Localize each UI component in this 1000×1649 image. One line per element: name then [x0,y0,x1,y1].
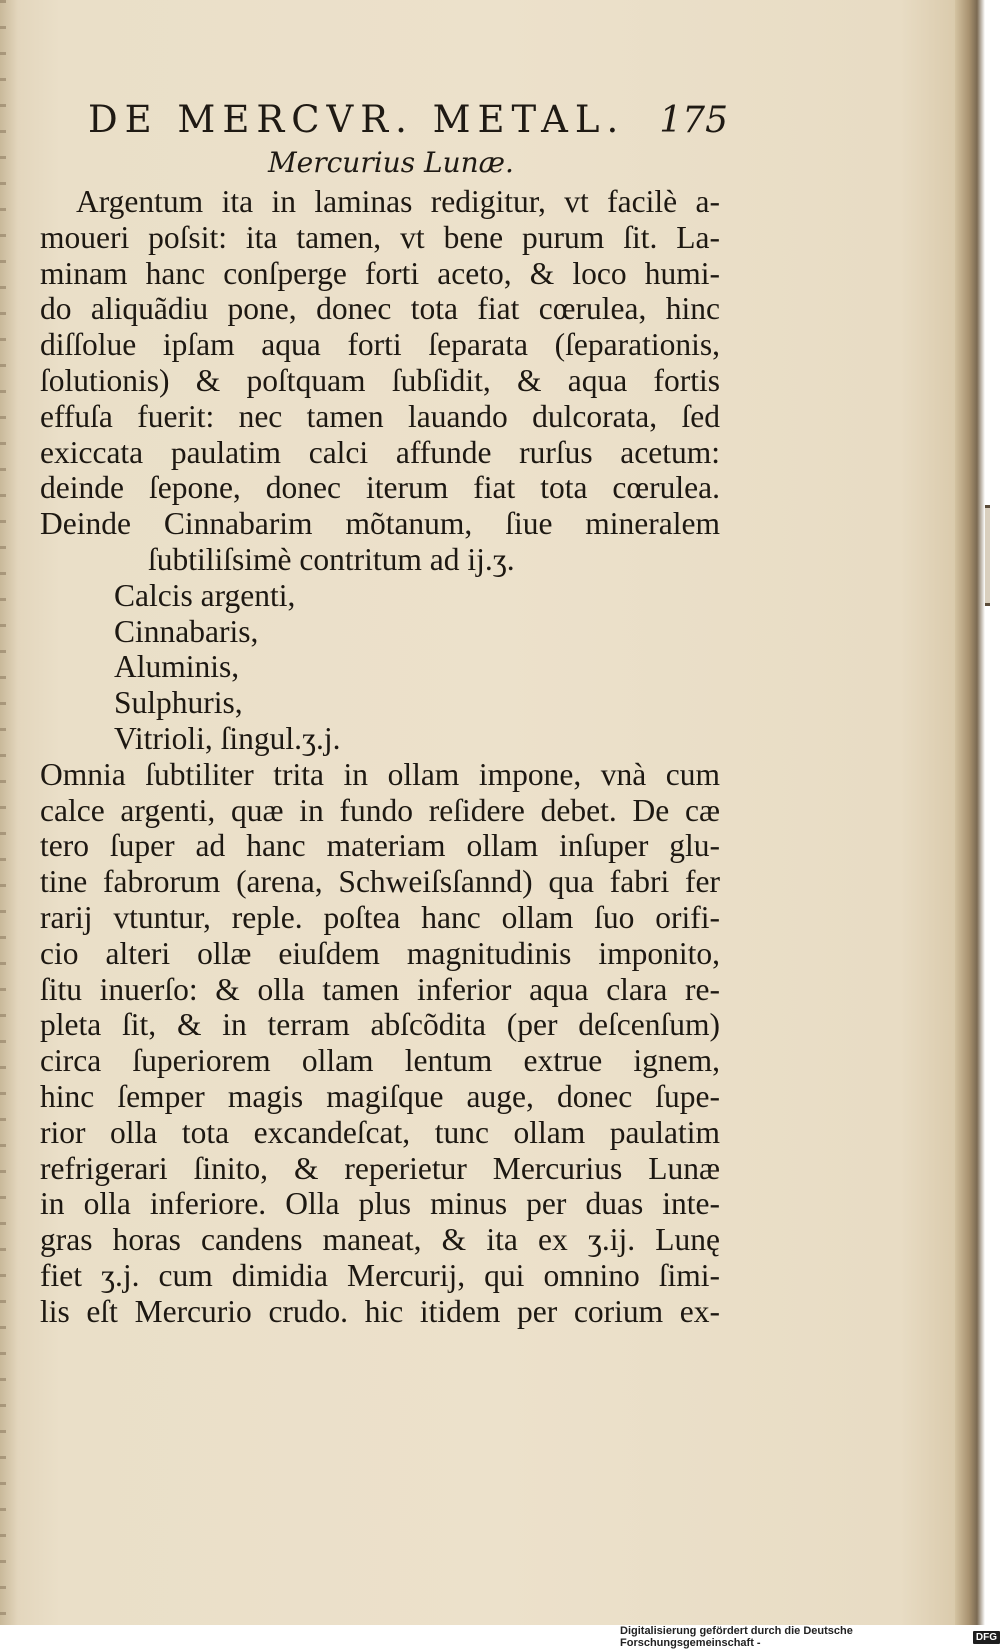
text-line: minam hanc conſperge forti aceto, & loco humi- [40,255,720,291]
text-line: lis eſt Mercurio crudo. hic itidem per corium ex- [40,1293,720,1329]
text-line: effuſa fuerit: nec tamen lauando dulcorata, ſed [40,398,720,434]
text-line: hinc ſemper magis magiſque auge, donec ſupe- [40,1078,720,1114]
text-line: rarij vtuntur, reple. poſtea hanc ollam ſuo orifi- [40,899,720,935]
running-head [88,98,728,141]
body-text [40,184,720,1330]
text-line: ſubtiliſsimè contritum ad ij.ʒ. [148,541,515,577]
text-line: in olla inferiore. Olla plus minus per duas inte- [40,1186,720,1222]
page-edge-shadow [955,0,985,1625]
text-line: refrigerari ſinito, & reperietur Mercurius Lunæ [40,1150,720,1186]
text-line: fiet ʒ.j. cum dimidia Mercurij, qui omnino ſimi- [40,1257,720,1293]
text-line: Deinde Cinnabarim mõtanum, ſiue mineralem [40,506,720,542]
ingredient-line: Aluminis, [114,649,240,685]
text-line: do aliquãdiu pone, donec tota fiat cœrulea, hinc [40,291,720,327]
text-line: exiccata paulatim calci affunde rurſus acetum: [40,434,720,470]
ingredient-line: Cinnabaris, [114,613,259,649]
text-line: tine fabrorum (arena, Schweiſsſannd) qua fabri fer [40,864,720,900]
text-line: cio alteri ollæ eiuſdem magnitudinis imponito, [40,935,720,971]
binding-stitch [0,0,6,1625]
text-line: diſſolue ipſam aqua forti ſeparata (ſeparationis, [40,327,720,363]
running-head-title: DE MERCVR. METAL. [88,98,626,141]
text-line: moueri poſsit: ita tamen, vt bene purum ſit. La- [40,219,720,255]
funding-note [620,1625,1000,1649]
text-line: circa ſuperiorem ollam lentum extrue ignem, [40,1043,720,1079]
dfg-logo: DFG [973,1631,1000,1644]
text-line: ſolutionis) & poſtquam ſubſidit, & aqua fortis [40,362,720,398]
section-heading: Mercurius Lunæ. [268,146,514,179]
text-line: Argentum ita in laminas redigitur, vt facilè a- [76,184,720,219]
ingredient-line: Sulphuris, [114,685,243,721]
ingredient-line: Vitrioli, ſingul.ʒ.j. [114,720,341,756]
text-line: deinde ſepone, donec iterum fiat tota cœrulea. [40,470,720,506]
ingredient-line: Calcis argenti, [114,577,296,613]
text-line: pleta ſit, & in terram abſcõdita (per deſcenſum) [40,1007,720,1043]
text-line: ſitu inuerſo: & olla tamen inferior aqua clara re- [40,971,720,1007]
text-line: Omnia ſubtiliter trita in ollam impone, vnà cum [40,756,720,792]
page-number: 175 [659,100,728,141]
text-line: rior olla tota excandeſcat, tunc ollam paulatim [40,1114,720,1150]
text-line: calce argenti, quæ in fundo reſidere debet. De cæ [40,792,720,828]
text-line: tero ſuper ad hanc materiam ollam inſuper glu- [40,828,720,864]
text-line: gras horas candens maneat, & ita ex ʒ.ij. Lunę [40,1222,720,1258]
funding-text: Digitalisierung gefördert durch die Deutsche Forschungsgemeinschaft - [620,1625,853,1649]
